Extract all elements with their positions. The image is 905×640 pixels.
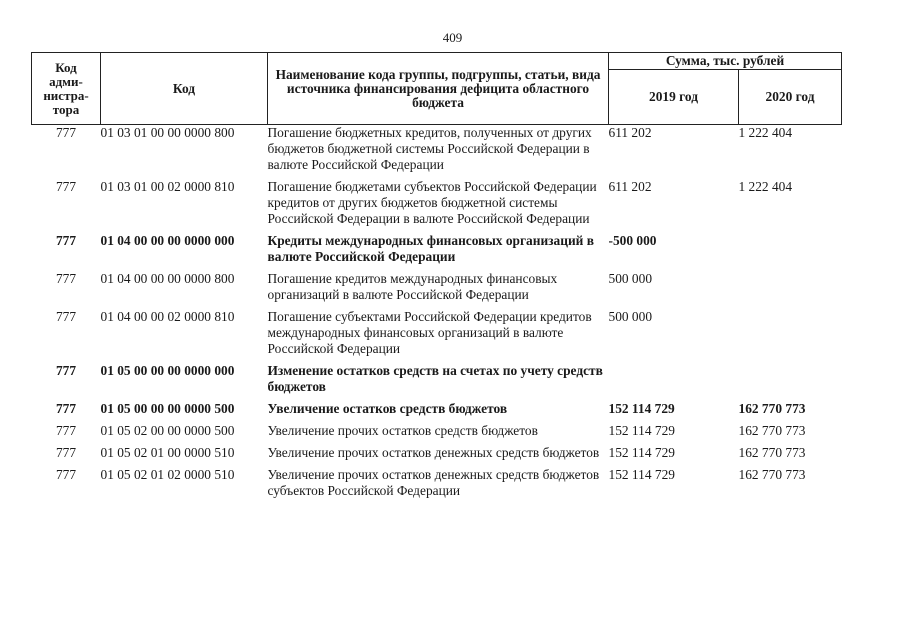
table-body bbox=[32, 125, 842, 506]
budget-code-cell: 01 04 00 00 00 0000 800 bbox=[100, 271, 235, 286]
admin-code-cell: 777 bbox=[55, 467, 77, 482]
budget-code-cell: 01 05 02 00 00 0000 500 bbox=[100, 423, 235, 438]
amount-2020-cell: 1 222 404 bbox=[738, 179, 793, 194]
amount-2020-cell bbox=[739, 309, 842, 363]
admin-code-cell: 777 bbox=[55, 445, 77, 460]
table-row bbox=[32, 401, 842, 423]
header-admin-code-line-1: Код bbox=[55, 59, 77, 75]
admin-code-cell: 777 bbox=[55, 125, 77, 140]
amount-2019-cell: 152 114 729 bbox=[608, 445, 675, 460]
header-admin-code-line-3: нистра- bbox=[43, 87, 89, 103]
admin-code-cell: 777 bbox=[55, 179, 77, 194]
table-row bbox=[32, 467, 842, 505]
amount-2019-cell: 500 000 bbox=[608, 271, 653, 286]
budget-code-cell: 01 04 00 00 00 0000 000 bbox=[100, 233, 235, 248]
amount-2019-cell: 152 114 729 bbox=[608, 401, 675, 416]
header-admin-code-line-4: тора bbox=[52, 101, 80, 117]
amount-2020-cell bbox=[739, 233, 842, 271]
budget-code-cell: 01 05 00 00 00 0000 500 bbox=[100, 401, 235, 416]
admin-code-cell: 777 bbox=[55, 271, 77, 286]
budget-code-cell: 01 05 00 00 00 0000 000 bbox=[100, 363, 235, 378]
admin-code-cell: 777 bbox=[55, 363, 77, 378]
item-name-cell: Изменение остатков средств на счетах по учету средств бюджетов bbox=[267, 363, 603, 394]
item-name-cell: Погашение бюджетами субъектов Российской Федерации кредитов от других бюджетов бюджетной системы Российской Федерации в валюте Российской Федерации bbox=[267, 179, 597, 226]
amount-2019-cell: 611 202 bbox=[608, 125, 652, 140]
admin-code-cell: 777 bbox=[55, 233, 77, 248]
amount-2020-cell bbox=[739, 271, 842, 309]
budget-code-cell: 01 03 01 00 00 0000 800 bbox=[100, 125, 235, 140]
admin-code-cell: 777 bbox=[55, 401, 77, 416]
amount-2019-cell bbox=[609, 363, 739, 401]
table-row bbox=[32, 445, 842, 467]
amount-2019-cell: 152 114 729 bbox=[608, 467, 675, 482]
header-admin-code-line-2: адми- bbox=[49, 73, 83, 89]
item-name-cell: Увеличение прочих остатков денежных средств бюджетов субъектов Российской Федерации bbox=[267, 467, 600, 498]
amount-2020-cell: 162 770 773 bbox=[738, 401, 806, 416]
header-year-2019: 2019 год bbox=[609, 70, 739, 125]
amount-2020-cell bbox=[739, 363, 842, 401]
header-code: Код bbox=[101, 53, 268, 125]
table-row bbox=[32, 233, 842, 271]
budget-code-cell: 01 04 00 00 02 0000 810 bbox=[100, 309, 235, 324]
table-header bbox=[32, 53, 842, 125]
item-name-cell: Увеличение прочих остатков средств бюджетов bbox=[267, 423, 538, 438]
header-sum: Сумма, тыс. рублей bbox=[609, 53, 842, 70]
amount-2019-cell: 500 000 bbox=[608, 309, 653, 324]
amount-2019-cell: 152 114 729 bbox=[608, 423, 675, 438]
admin-code-cell: 777 bbox=[55, 309, 77, 324]
table-row bbox=[32, 363, 842, 401]
header-name: Наименование кода группы, подгруппы, статьи, вида источника финансирования дефицита областного бюджета bbox=[268, 53, 609, 125]
budget-code-cell: 01 05 02 01 00 0000 510 bbox=[100, 445, 235, 460]
financing-sources-table bbox=[31, 52, 842, 505]
item-name-cell: Погашение кредитов международных финансовых организаций в валюте Российской Федерации bbox=[267, 271, 558, 302]
header-admin-code bbox=[32, 53, 101, 125]
item-name-cell: Погашение субъектами Российской Федерации кредитов международных финансовых организаций в валюте Российской Федерации bbox=[267, 309, 592, 356]
item-name-cell: Увеличение остатков средств бюджетов bbox=[267, 401, 508, 416]
budget-code-cell: 01 05 02 01 02 0000 510 bbox=[100, 467, 235, 482]
amount-2019-cell: 611 202 bbox=[608, 179, 652, 194]
admin-code-cell: 777 bbox=[55, 423, 77, 438]
table-row bbox=[32, 125, 842, 180]
budget-code-cell: 01 03 01 00 02 0000 810 bbox=[100, 179, 235, 194]
item-name-cell: Погашение бюджетных кредитов, полученных от других бюджетов бюджетной системы Российской Федерации в валюте Российской Федерации bbox=[267, 125, 592, 172]
amount-2020-cell: 1 222 404 bbox=[738, 125, 793, 140]
table-row bbox=[32, 423, 842, 445]
item-name-cell: Кредиты международных финансовых организаций в валюте Российской Федерации bbox=[267, 233, 594, 264]
table-row bbox=[32, 271, 842, 309]
page-number: 409 bbox=[442, 30, 463, 45]
table-row bbox=[32, 309, 842, 363]
amount-2020-cell: 162 770 773 bbox=[738, 467, 806, 482]
item-name-cell: Увеличение прочих остатков денежных средств бюджетов bbox=[267, 445, 600, 460]
table-row bbox=[32, 179, 842, 233]
header-year-2020: 2020 год bbox=[739, 70, 842, 125]
amount-2020-cell: 162 770 773 bbox=[738, 445, 806, 460]
amount-2020-cell: 162 770 773 bbox=[738, 423, 806, 438]
amount-2019-cell: -500 000 bbox=[608, 233, 657, 248]
